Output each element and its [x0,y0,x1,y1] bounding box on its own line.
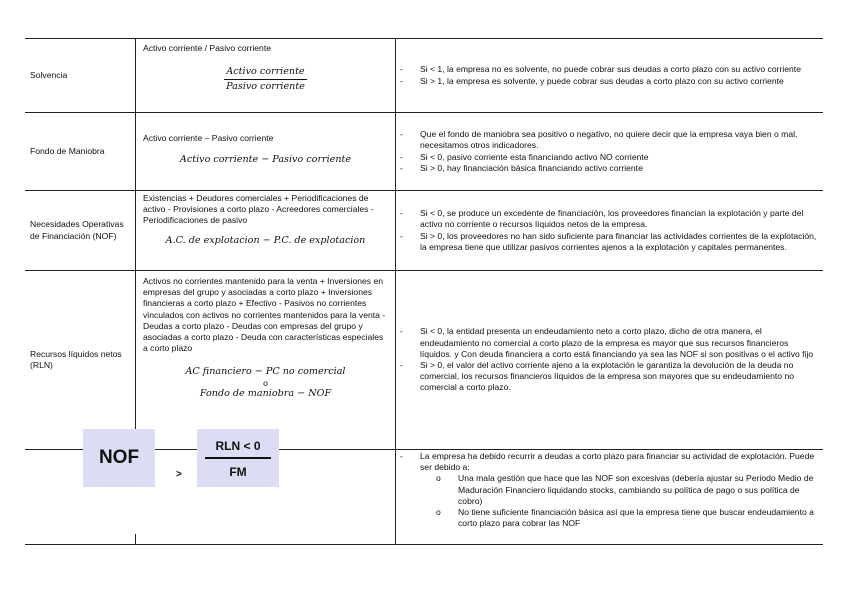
ratio-box [197,429,279,487]
formula-nof [141,191,391,270]
formula-text: Activo corriente / Pasivo corriente [143,43,272,53]
bullet-list [400,64,801,86]
row-name-rln [30,271,135,449]
bullet-item: - Si > 1, la empresa es solvente, y puede cobrar sus deudas a corto plazo con su activo corriente [400,76,801,87]
bullet-item: - Si > 0, el valor del activo corriente ajeno a la explotación le garantiza la devolución de la deuda no comercial, los recursos financieros líquidos de la empresa son mayores que su endeudamiento no comercial a corto plazo. [400,360,820,394]
formula-math: A.C. de explotacion − P.C. de explotacion [165,234,366,246]
bullet-list [400,451,820,529]
sub-bullet-list [420,473,820,529]
description-solvencia [400,39,820,112]
sub-bullet-item: o No tiene suficiente financiación básica así que la empresa tiene que buscar endeudamiento a corto plazo para cobrar las NOF [436,507,820,529]
row-name-solvencia [30,39,135,112]
ratio-denominator: FM [229,465,247,479]
formula-text: Activos no corrientes mantenido para la venta + Inversiones en empresas del grupo y asociadas a corto plazo + Inversiones financieras a corto plazo + Efectivo - Pasivos no corrientes vinculados con activos no corrientes mantenidos para la venta - Deudas a corto plazo - Deudas con empresas del grupo y asociadas a corto plazo - Deuda con características especiales a corto plazo [143,276,386,354]
formula-math: Activo corriente − Pasivo corriente [179,154,352,166]
row-name-nof [30,191,135,270]
formula-rln [141,271,391,449]
ratio-numerator: RLN < 0 [215,439,261,453]
bullet-list [400,129,820,174]
column-divider [135,534,136,545]
bullet-item: - Que el fondo de maniobra sea positivo o negativo, no quiere decir que la empresa vaya bien o mal, necesitamos otros indicadores. [400,129,820,151]
description-fondo-maniobra [400,113,820,190]
fraction-numerator: Activo corriente [224,66,307,80]
row-name-text: Fondo de Maniobra [30,145,105,156]
row-name-text: Solvencia [30,69,68,80]
column-divider [395,38,396,545]
sub-bullet-item: o Una mala gestión que hace que las NOF son excesivas (debería ajustar su Periodo Medio de Maduración Financiero liquidando stocks, cambiando su política de pago o sus política de cobro) [436,473,820,507]
description-nof [400,191,820,270]
row-name-fondo-maniobra [30,113,135,190]
column-divider [135,38,136,449]
row-name-text: Recursos líquidos netos (RLN) [30,348,122,370]
fraction [224,66,307,93]
formula-math [143,66,388,93]
row-name-text: Necesidades Operativas de Financiación (NOF) [30,219,124,241]
bullet-item: - Si < 0, pasivo corriente esta financiando activo NO corriente [400,152,820,163]
formula-math-line: AC financiero − PC no comercial [185,366,346,378]
bullet-list [400,208,820,253]
formula-text: Activo corriente – Pasivo corriente [143,133,274,143]
greater-than-sign: > [176,469,182,480]
bullet-item: - Si > 0, los proveedores no han sido suficiente para financiar las actividades corrientes de la explotación, la empresa tiene que utilizar pasivos corrientes ajenos a la explotación y capitales permanentes. [400,231,820,253]
formula-math-line: Fondo de maniobra − NOF [199,388,332,400]
description-summary [400,450,820,544]
bullet-item: - Si < 1, la empresa no es solvente, no puede cobrar sus deudas a corto plazo con su activo corriente [400,64,801,75]
description-rln [400,271,820,449]
nof-label: NOF [98,447,140,468]
formula-or: o [263,378,268,389]
formula-solvencia [141,39,391,112]
bullet-item [400,451,820,529]
bullet-list [400,326,820,393]
ratio-bar [205,457,271,459]
fraction-denominator: Pasivo corriente [226,81,305,93]
bullet-item: - Si < 0, se produce un excedente de financiación, los proveedores financian la explotación y parte del activo no corriente o recursos líquidos netos de la empresa. [400,208,820,230]
nof-box [83,429,155,487]
bullet-text: La empresa ha debido recurrir a deudas a corto plazo para financiar su actividad de explotación. Puede ser debido a: [420,451,815,473]
formula-text: Existencias + Deudores comerciales + Periodificaciones de activo - Provisiones a corto plazo - Acreedores comerciales - Periodificaciones de pasivo [143,193,374,226]
formula-math [143,366,388,400]
formula-fondo-maniobra [141,113,391,190]
bullet-item: - Si < 0, la entidad presenta un endeudamiento neto a corto plazo, dicho de otra manera, el endeudamiento no comercial a corto plazo de la empresa es mayor que sus recursos financieros líquidos. y Con deuda financiera a corto está financiando ya sea las NOF si son positivas o el activo fijo [400,326,820,360]
row-divider [25,544,823,545]
bullet-item: - Si > 0, hay financiación básica financiando activo corriente [400,163,820,174]
